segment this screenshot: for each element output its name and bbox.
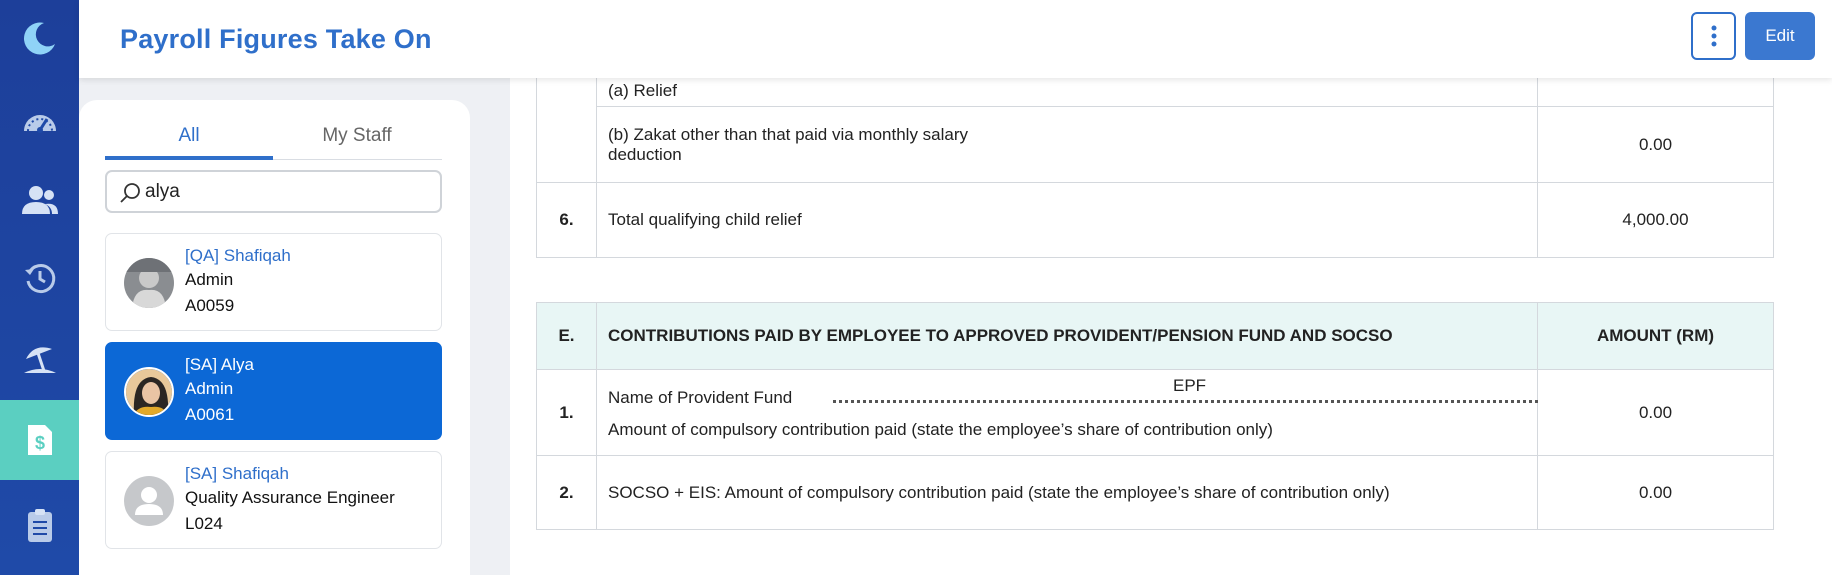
staff-code: A0059: [185, 296, 235, 315]
zakat-label-cont: deduction: [608, 144, 682, 164]
child-relief-amount[interactable]: 4,000.00: [1538, 183, 1774, 258]
top-header: [79, 0, 1832, 78]
staff-card[interactable]: [105, 233, 442, 331]
staff-tabs: [105, 118, 442, 160]
dashboard-icon[interactable]: [0, 80, 79, 160]
staff-card-selected[interactable]: [105, 342, 442, 440]
tab-my-staff[interactable]: My Staff: [322, 125, 392, 146]
staff-role: Admin: [185, 379, 234, 398]
relief-label: (a) Relief: [608, 81, 677, 100]
leave-icon[interactable]: [0, 318, 79, 398]
page-title: Payroll Figures Take On: [120, 24, 432, 54]
zakat-amount[interactable]: 0.00: [1538, 107, 1774, 183]
staff-code: L024: [185, 514, 223, 533]
staff-code: A0061: [185, 405, 235, 424]
child-relief-label: Total qualifying child relief: [597, 183, 1538, 258]
staff-role: Quality Assurance Engineer: [185, 488, 395, 507]
default-avatar-icon: [124, 476, 174, 526]
row-number: 1.: [537, 370, 597, 456]
row-number: 6.: [537, 183, 597, 258]
zakat-label: (b) Zakat other than that paid via monthly salary: [608, 124, 969, 144]
provident-fund-label: Name of Provident Fund: [608, 387, 793, 407]
clipboard-icon[interactable]: [0, 485, 79, 565]
staff-name: [SA] Shafiqah: [185, 464, 289, 483]
vertical-dots-icon: [1711, 25, 1717, 47]
staff-avatar: [124, 367, 174, 417]
nav-rail: [0, 0, 79, 575]
svg-text:$: $: [34, 433, 45, 453]
compulsory-contribution-label: Amount of compulsory contribution paid (state the employee’s share of contribution only): [608, 419, 1273, 439]
staff-name: [QA] Shafiqah: [185, 246, 291, 265]
staff-avatar: [124, 258, 174, 308]
provident-fund-field[interactable]: [833, 400, 1538, 403]
staff-card[interactable]: [105, 451, 442, 549]
provident-fund-value: EPF: [1173, 375, 1207, 395]
staff-search-box[interactable]: [105, 170, 442, 213]
more-options-button[interactable]: [1691, 12, 1736, 60]
socso-eis-label: SOCSO + EIS: Amount of compulsory contribution paid (state the employee’s share of contribution only): [597, 456, 1538, 530]
amount-header: AMOUNT (RM): [1538, 303, 1774, 370]
section-letter: E.: [537, 303, 597, 370]
section-title: CONTRIBUTIONS PAID BY EMPLOYEE TO APPROVED PROVIDENT/PENSION FUND AND SOCSO: [597, 303, 1538, 370]
payroll-icon[interactable]: [0, 400, 79, 480]
people-icon[interactable]: [0, 160, 79, 240]
staff-name: [SA] Alya: [185, 355, 254, 374]
row-number: 2.: [537, 456, 597, 530]
tab-all[interactable]: All: [105, 118, 273, 160]
search-input[interactable]: [145, 178, 430, 206]
section-e-table: [536, 302, 1774, 530]
socso-eis-amount[interactable]: 0.00: [1538, 456, 1774, 530]
section-d-table: [536, 48, 1774, 258]
logo-icon[interactable]: [20, 20, 58, 58]
staff-role: Admin: [185, 270, 234, 289]
staff-panel: [79, 100, 470, 575]
history-icon[interactable]: [0, 238, 79, 318]
provident-fund-amount[interactable]: 0.00: [1538, 370, 1774, 456]
search-icon: [119, 182, 141, 204]
form-content: [510, 78, 1832, 575]
edit-button[interactable]: Edit: [1745, 12, 1815, 60]
